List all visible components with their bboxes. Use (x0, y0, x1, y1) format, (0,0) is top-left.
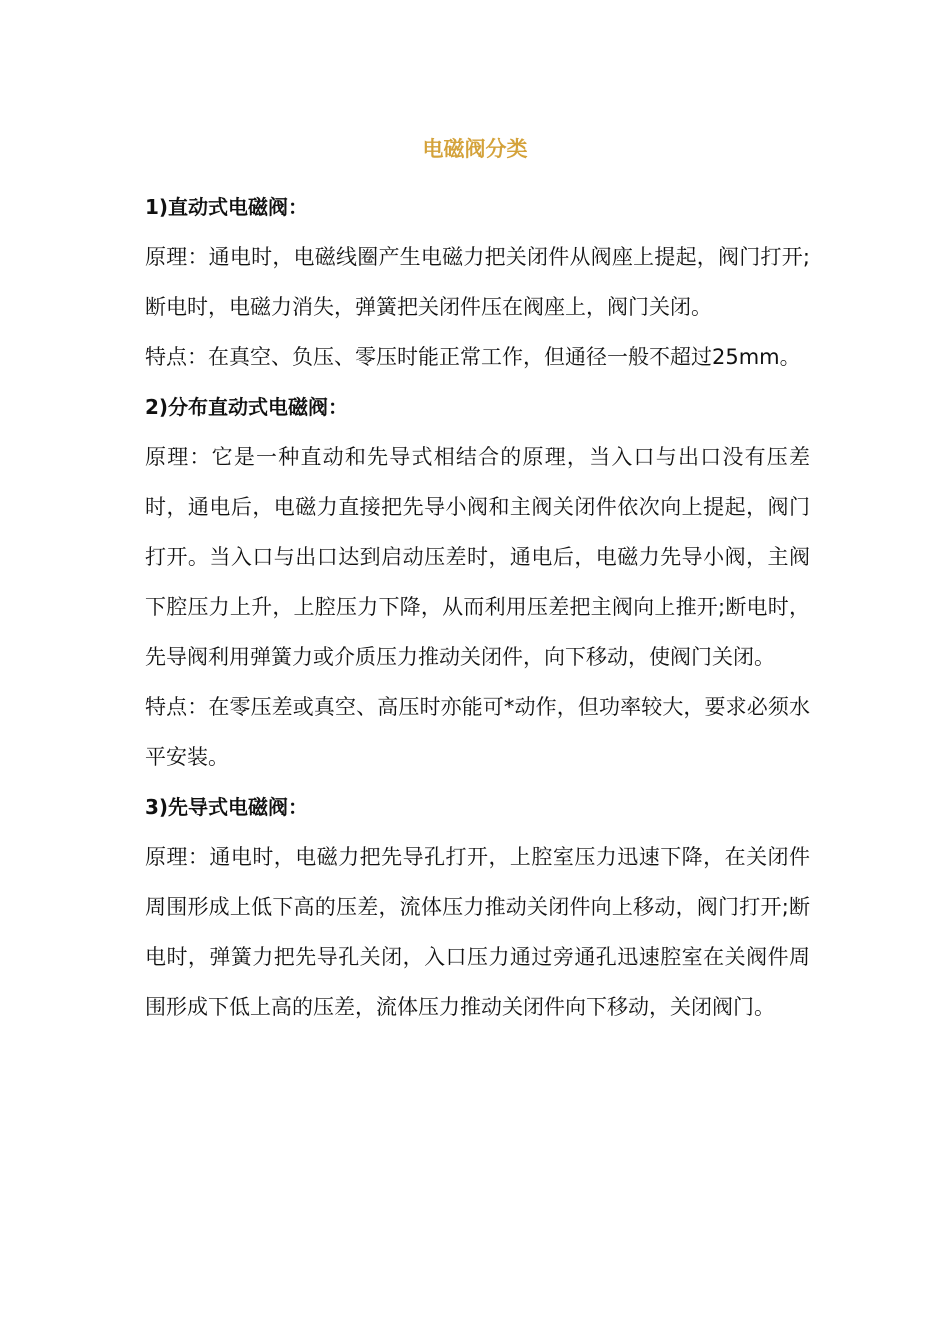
features-paragraph: 特点：在零压差或真空、高压时亦能可*动作，但功率较大，要求必须水平安装。 (145, 695, 810, 769)
principle-paragraph: 原理：通电时，电磁力把先导孔打开，上腔室压力迅速下降，在关闭件周围形成上低下高的压差，流体压力推动关闭件向上移动，阀门打开;断电时，弹簧力把先导孔关闭，入口压力通过旁通孔迅速腔室在关阀件周围形成下低上高的压差，流体压力推动关闭件向下移动，关闭阀门。 (145, 845, 810, 1019)
principle-paragraph: 原理：它是一种直动和先导式相结合的原理，当入口与出口没有压差时，通电后，电磁力直接把先导小阀和主阀关闭件依次向上提起，阀门打开。当入口与出口达到启动压差时，通电后，电磁力先导小阀，主阀下腔压力上升，上腔压力下降，从而利用压差把主阀向上推开;断电时，先导阀利用弹簧力或介质压力推动关闭件，向下移动，使阀门关闭。 (145, 445, 810, 669)
page-title: 电磁阀分类 (422, 137, 528, 161)
section-heading: 2)分布直动式电磁阀： (145, 395, 349, 419)
document-body (145, 182, 810, 1032)
section-direct-acting (145, 182, 810, 382)
section-heading: 1)直动式电磁阀： (145, 195, 309, 219)
section-pilot-operated (145, 782, 810, 1032)
section-heading: 3)先导式电磁阀： (145, 795, 309, 819)
principle-paragraph: 原理：通电时，电磁线圈产生电磁力把关闭件从阀座上提起，阀门打开;断电时，电磁力消失，弹簧把关闭件压在阀座上，阀门关闭。 (145, 245, 810, 319)
features-paragraph: 特点：在真空、负压、零压时能正常工作，但通径一般不超过25mm。 (145, 345, 801, 369)
section-step-direct-acting (145, 382, 810, 782)
